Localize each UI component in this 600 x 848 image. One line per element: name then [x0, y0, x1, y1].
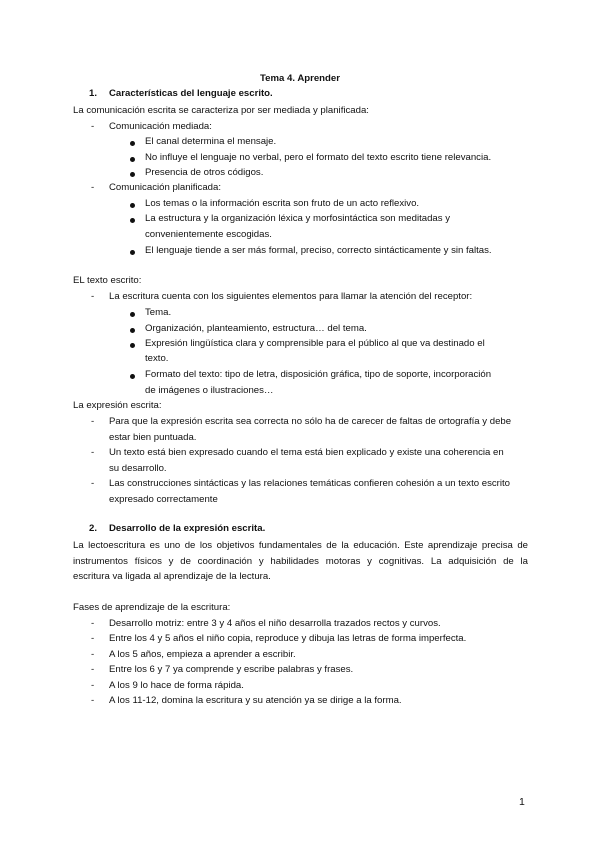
- texto-escrito-dash-item: La escritura cuenta con los siguientes elementos para llamar la atención del receptor:: [109, 291, 473, 302]
- bullet-dot: [130, 141, 135, 146]
- section-2-heading: Desarrollo de la expresión escrita.: [109, 523, 266, 534]
- bullet-dot: [130, 203, 135, 208]
- list-item: Formato del texto: tipo de letra, disposición gráfica, tipo de soporte, incorporación: [145, 369, 492, 380]
- mediada-label: Comunicación mediada:: [109, 121, 212, 132]
- dash-marker: -: [91, 664, 95, 675]
- list-item-continuation: expresado correctamente: [109, 494, 218, 505]
- paragraph-line: escritura va ligada al aprendizaje de la lectura.: [73, 571, 271, 582]
- list-item: Expresión lingüística clara y comprensible para el público al que va destinado el: [145, 338, 485, 349]
- list-item: El lenguaje tiende a ser más formal, preciso, correcto sintácticamente y sin faltas.: [145, 245, 492, 256]
- dash-marker: -: [91, 618, 95, 629]
- list-item: Desarrollo motriz: entre 3 y 4 años el niño desarrolla trazados rectos y curvos.: [109, 618, 441, 629]
- bullet-dot: [130, 374, 135, 379]
- section-1-number: 1.: [89, 88, 98, 99]
- dash-marker: -: [91, 695, 95, 706]
- dash-marker: -: [91, 121, 95, 132]
- list-item-continuation: estar bien puntuada.: [109, 432, 197, 443]
- bullet-dot: [130, 328, 135, 333]
- bullet-dot: [130, 250, 135, 255]
- list-item: Entre los 4 y 5 años el niño copia, reproduce y dibuja las letras de forma imperfecta.: [109, 633, 467, 644]
- list-item: El canal determina el mensaje.: [145, 136, 277, 147]
- list-item: Los temas o la información escrita son fruto de un acto reflexivo.: [145, 198, 420, 209]
- list-item: Un texto está bien expresado cuando el tema está bien explicado y existe una coherencia en: [109, 447, 504, 458]
- list-item-continuation: convenientemente escogidas.: [145, 229, 272, 240]
- planificada-label: Comunicación planificada:: [109, 182, 221, 193]
- list-item: A los 9 lo hace de forma rápida.: [109, 680, 244, 691]
- paragraph-line: instrumentos físicos y de coordinación y habilidades motoras y cognitivas. La adquisición de la: [73, 556, 528, 567]
- list-item: A los 5 años, empieza a aprender a escribir.: [109, 649, 296, 660]
- dash-marker: -: [91, 649, 95, 660]
- list-item-continuation: su desarrollo.: [109, 463, 167, 474]
- document-title: Tema 4. Aprender: [260, 73, 340, 84]
- dash-marker: -: [91, 478, 95, 489]
- list-item: Presencia de otros códigos.: [145, 167, 264, 178]
- list-item: Organización, planteamiento, estructura… del tema.: [145, 323, 367, 334]
- list-item: Las construcciones sintácticas y las relaciones temáticas confieren cohesión a un texto escrito: [109, 478, 511, 489]
- list-item: Entre los 6 y 7 ya comprende y escribe palabras y frases.: [109, 664, 354, 675]
- dash-marker: -: [91, 633, 95, 644]
- list-item-continuation: de imágenes o ilustraciones…: [145, 385, 274, 396]
- bullet-dot: [130, 312, 135, 317]
- dash-marker: -: [91, 416, 95, 427]
- list-item: A los 11-12, domina la escritura y su atención ya se dirige a la forma.: [109, 695, 402, 706]
- section-2-number: 2.: [89, 523, 98, 534]
- bullet-dot: [130, 343, 135, 348]
- dash-marker: -: [91, 291, 95, 302]
- section-1-intro: La comunicación escrita se caracteriza por ser mediada y planificada:: [73, 105, 369, 116]
- list-item: Tema.: [145, 307, 172, 318]
- list-item: Para que la expresión escrita sea correcta no sólo ha de carecer de faltas de ortografía y debe: [109, 416, 512, 427]
- section-1-heading: Características del lenguaje escrito.: [109, 88, 273, 99]
- dash-marker: -: [91, 182, 95, 193]
- list-item-continuation: texto.: [145, 353, 169, 364]
- list-item: No influye el lenguaje no verbal, pero el formato del texto escrito tiene relevancia.: [145, 152, 492, 163]
- list-item: La estructura y la organización léxica y morfosintáctica son meditadas y: [145, 213, 451, 224]
- bullet-dot: [130, 218, 135, 223]
- dash-marker: -: [91, 447, 95, 458]
- paragraph-line: La lectoescritura es uno de los objetivos fundamentales de la educación. Este aprendizaje precisa de: [73, 540, 528, 551]
- bullet-dot: [130, 157, 135, 162]
- page-number: 1: [519, 796, 525, 808]
- texto-escrito-label: EL texto escrito:: [73, 275, 142, 286]
- fases-label: Fases de aprendizaje de la escritura:: [73, 602, 231, 613]
- bullet-dot: [130, 172, 135, 177]
- expresion-label: La expresión escrita:: [73, 400, 162, 411]
- dash-marker: -: [91, 680, 95, 691]
